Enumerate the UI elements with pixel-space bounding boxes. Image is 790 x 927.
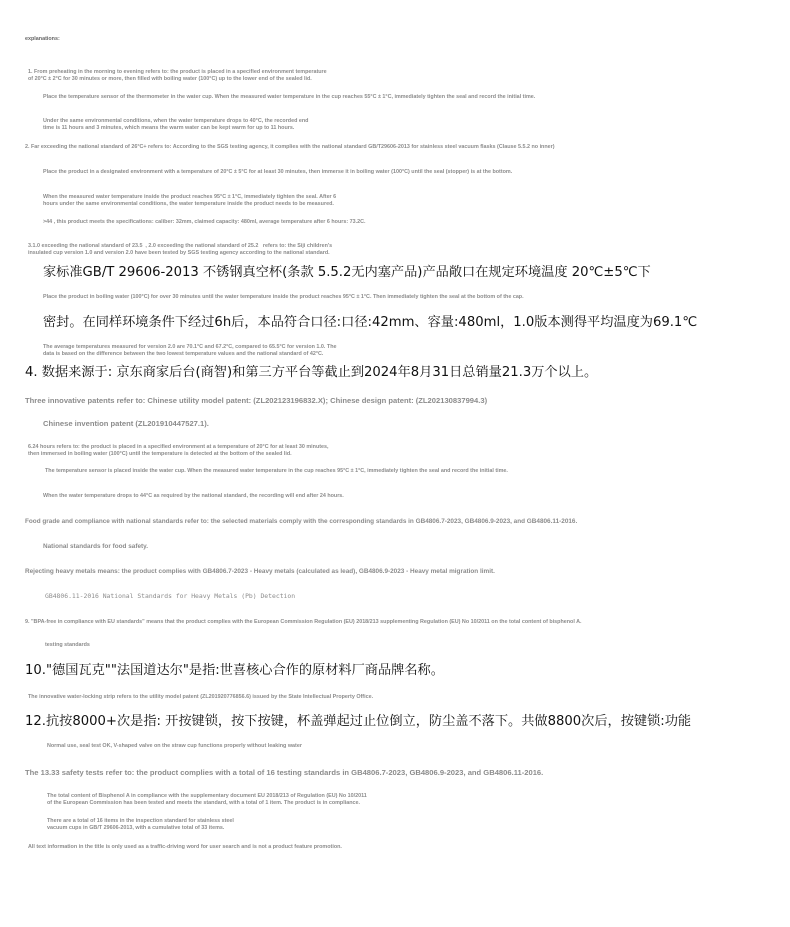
note-5-patents: Three innovative patents refer to: Chinese utility model patent: (ZL202123196832.X); Chinese design patent: (ZL202130837994.3)	[25, 396, 488, 405]
note-13-safety: The 13.33 safety tests refer to: the product complies with a total of 16 testing standards in GB4806.7-2023, GB4806.9-2023, and GB4806.11-2016.	[25, 768, 544, 777]
note-1-intro: 1. From preheating in the morning to evening refers to: the product is placed in a specified environment temperature of 20°C ± 2°C for 30 minutes or more, then filled with boiling water (100°C) up to the lower end of the sealed lid.	[28, 69, 327, 82]
note-10-brands: 10."德国瓦克""法国道达尔"是指:世喜核心合作的原材料厂商品牌名称。	[25, 663, 444, 678]
note-13-items: There are a total of 16 items in the inspection standard for stainless steel vacuum cups in GB/T 29606-2013, with a cumulative total of 33 items.	[47, 818, 234, 831]
note-9-bpa: 9. "BPA-free in compliance with EU standards" means that the product complies with the European Commission Regulation (EU) 2018/213 supplementing Regulation (EU) No 10/2011 on the total content of bisphenol A.	[25, 619, 582, 625]
note-6-end: When the water temperature drops to 44°C as required by the national standard, the recording will end after 24 hours.	[43, 493, 344, 499]
note-6-intro: 6.24 hours refers to: the product is placed in a specified environment at a temperature of 20°C for at least 30 minutes, then immersed in boiling water (100°C) until the temperature is detected at the bottom of the sealed lid.	[28, 444, 329, 457]
note-11-water-lock: The innovative water-locking strip refers to the utility model patent (ZL201920776856.6) issued by the State Intellectual Property Office.	[28, 694, 374, 700]
note-4-sales: 4. 数据来源于: 京东商家后台(商智)和第三方平台等截止到2024年8月31日总销量21.3万个以上。	[25, 365, 598, 380]
note-3-cjk-standard: 家标准GB/T 29606-2013 不锈钢真空杯(条款 5.5.2无内塞产品)产品敞口在规定环境温度 20℃±5℃下	[43, 265, 651, 280]
note-5-invention: Chinese invention patent (ZL201910447527.1).	[43, 419, 209, 428]
note-8-heavy-metals: Rejecting heavy metals means: the product complies with GB4806.7-2023 - Heavy metals (calculated as lead), GB4806.9-2023 - Heavy metal migration limit.	[25, 568, 495, 575]
note-12-result: Normal use, seal test OK, V-shaped valve on the straw cup functions properly without leaking water	[47, 743, 302, 749]
note-6-sensor: The temperature sensor is placed inside the water cup. When the measured water temperature in the cup reaches 95°C ± 1°C, immediately tighten the seal and record the initial time.	[45, 468, 508, 474]
note-2-environment: Place the product in a designated environment with a temperature of 20°C ± 5°C for at least 30 minutes, then immerse it in boiling water (100°C) until the seal (stopper) is at the bottom.	[43, 169, 513, 175]
note-7-food-safety: National standards for food safety.	[43, 543, 148, 550]
note-2-measure: When the measured water temperature inside the product reaches 95°C ± 1°C, immediately tighten the seal. After 6 hours under the same environmental conditions, the water temperature inside the product needs to be measured.	[43, 194, 337, 207]
note-1-sensor: Place the temperature sensor of the thermometer in the water cup. When the measured water temperature in the cup reaches 55°C ± 1°C, immediately tighten the seal and record the initial time.	[43, 94, 536, 100]
note-2-intro: 2. Far exceeding the national standard of 26°C+ refers to: According to the SGS testing agency, it complies with the national standard GB/T29606-2013 for stainless steel vacuum flasks (Clause 5.5.2 no inner)	[25, 144, 555, 150]
note-3-cjk-result: 密封。在同样环境条件下经过6h后，本品符合口径:口径:42mm、容量:480ml，1.0版本测得平均温度为69.1℃	[43, 315, 698, 330]
note-13-bpa: The total content of Bisphenol A in compliance with the supplementary document EU 2018/213 of Regulation (EU) No 10/2011 of the European Commission has been tested and meets the standard, with a total of 1 item. The product is in compliance.	[47, 793, 367, 806]
note-2-spec: >44 , this product meets the specifications: caliber: 32mm, claimed capacity: 480ml, average temperature after 6 hours: 73.2C.	[43, 219, 366, 225]
note-9-testing: testing standards	[45, 642, 90, 648]
note-3-intro: 3.1.0 exceeding the national standard of 23.5 , 2.0 exceeding the national standard of 25.2 refers to: the Siji children's insulated cup version 1.0 and version 2.0 have been tested by SGS testing agency according to the national standard.	[28, 243, 333, 256]
disclaimer: All text information in the title is only used as a traffic-driving word for user search and is not a product feature promotion.	[28, 844, 342, 850]
note-7-food-grade: Food grade and compliance with national standards refer to: the selected materials comply with the corresponding standards in GB4806.7-2023, GB4806.9-2023, and GB4806.11-2016.	[25, 518, 578, 525]
note-3-procedure: Place the product in boiling water (100°C) for over 30 minutes until the water temperature inside the product reaches 95°C ± 1°C. Then immediately tighten the seal at the bottom of the cap.	[43, 294, 524, 300]
note-3-averages: The average temperatures measured for version 2.0 are 70.1°C and 67.2°C, compared to 65.5°C for version 1.0. The data is based on the difference between the two lowest temperature values and the national standard of 42°C.	[43, 344, 337, 357]
explanations-heading: explanations:	[25, 36, 60, 42]
note-1-result: Under the same environmental conditions, when the water temperature drops to 40°C, the recorded end time is 11 hours and 3 minutes, which means the warm water can be kept warm for up to 11 hours.	[43, 118, 309, 131]
note-8-detection: GB4806.11-2016 National Standards for Heavy Metals (Pb) Detection	[45, 592, 296, 600]
note-12-press-test: 12.抗按8000+次是指: 开按键锁，按下按键，杯盖弹起过止位倒立，防尘盖不落下。共做8800次后，按键锁:功能	[25, 714, 692, 729]
